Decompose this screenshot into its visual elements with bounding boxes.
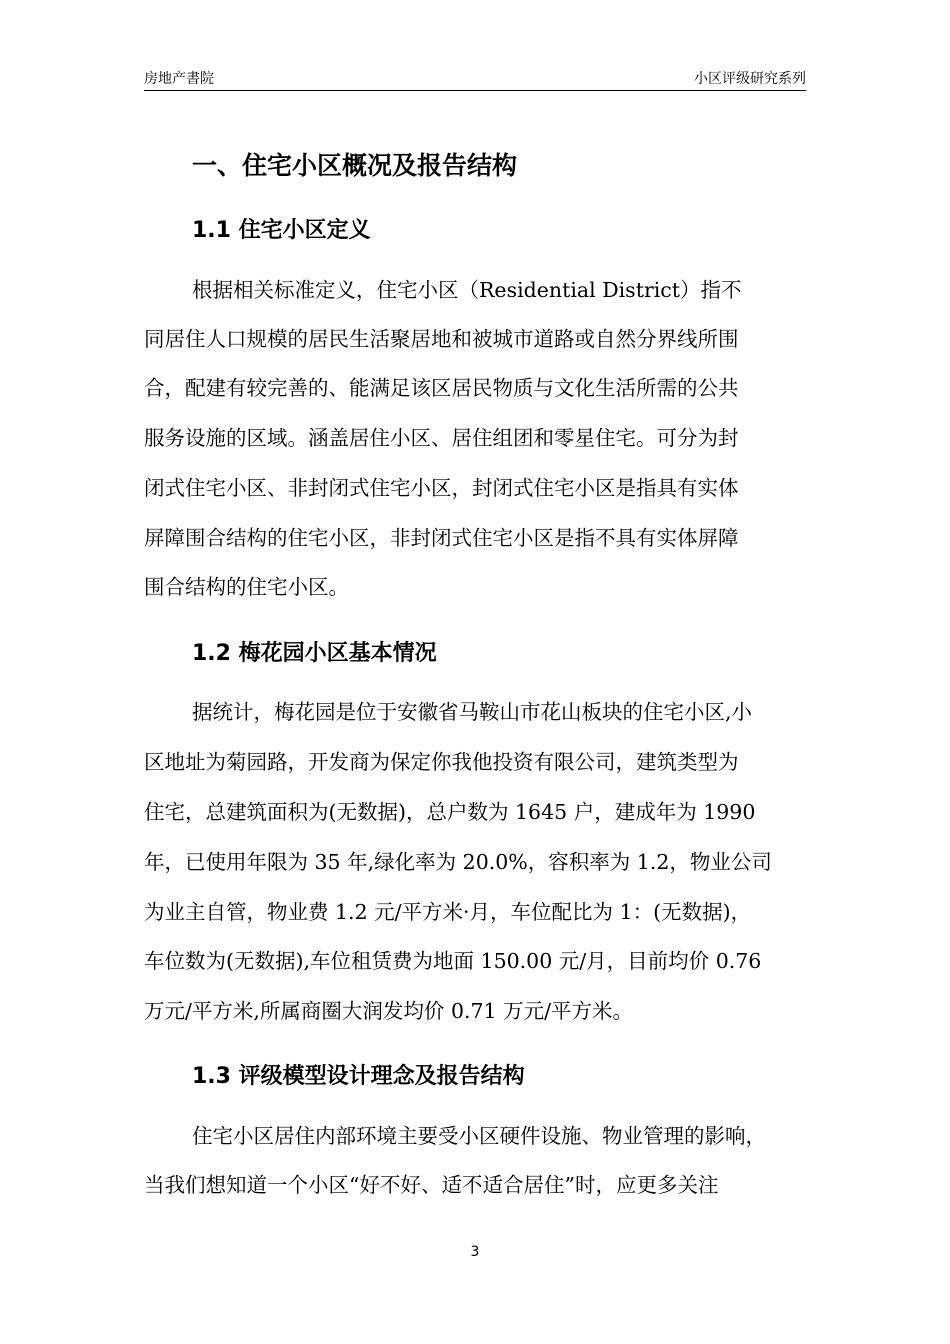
paragraph-line: 住宅小区居住内部环境主要受小区硬件设施、物业管理的影响， bbox=[192, 1124, 766, 1148]
page-header bbox=[144, 68, 806, 91]
paragraph-line: 当我们想知道一个小区“好不好、适不适合居住”时，应更多关注 bbox=[144, 1173, 719, 1197]
paragraph-line: 住宅，总建筑面积为(无数据)，总户数为 1645 户，建成年为 1990 bbox=[144, 800, 756, 824]
paragraph-line: 区地址为菊园路，开发商为保定你我他投资有限公司，建筑类型为 bbox=[144, 750, 739, 774]
page-number: 3 bbox=[470, 1244, 480, 1260]
paragraph-line: 同居住人口规模的居民生活聚居地和被城市道路或自然分界线所围 bbox=[144, 327, 739, 351]
section-heading-1-2: 1.2 梅花园小区基本情况 bbox=[192, 641, 437, 666]
header-left-text: 房地产書院 bbox=[144, 71, 214, 87]
paragraph-line: 根据相关标准定义，住宅小区（Residential District）指不 bbox=[192, 278, 742, 302]
paragraph-line: 年，已使用年限为 35 年,绿化率为 20.0%，容积率为 1.2，物业公司 bbox=[144, 850, 772, 874]
paragraph-line: 围合结构的住宅小区。 bbox=[144, 575, 349, 599]
chapter-title: 一、住宅小区概况及报告结构 bbox=[192, 151, 518, 180]
header-right-text: 小区评级研究系列 bbox=[694, 71, 806, 87]
paragraph-line: 合，配建有较完善的、能满足该区居民物质与文化生活所需的公共 bbox=[144, 376, 739, 400]
paragraph-line: 万元/平方米,所属商圈大润发均价 0.71 万元/平方米。 bbox=[144, 999, 634, 1023]
section-heading-1-3: 1.3 评级模型设计理念及报告结构 bbox=[192, 1064, 525, 1089]
section-heading-1-1: 1.1 住宅小区定义 bbox=[192, 218, 371, 243]
paragraph-line: 屏障围合结构的住宅小区，非封闭式住宅小区是指不具有实体屏障 bbox=[144, 526, 739, 550]
paragraph-line: 为业主自管，物业费 1.2 元/平方米·月，车位配比为 1：(无数据)， bbox=[144, 900, 752, 924]
paragraph-line: 车位数为(无数据),车位租赁费为地面 150.00 元/月，目前均价 0.76 bbox=[144, 949, 762, 973]
paragraph-line: 闭式住宅小区、非封闭式住宅小区，封闭式住宅小区是指具有实体 bbox=[144, 476, 739, 500]
paragraph-line: 服务设施的区域。涵盖居住小区、居住组团和零星住宅。可分为封 bbox=[144, 426, 739, 450]
paragraph-line: 据统计，梅花园是位于安徽省马鞍山市花山板块的住宅小区,小 bbox=[192, 700, 753, 724]
